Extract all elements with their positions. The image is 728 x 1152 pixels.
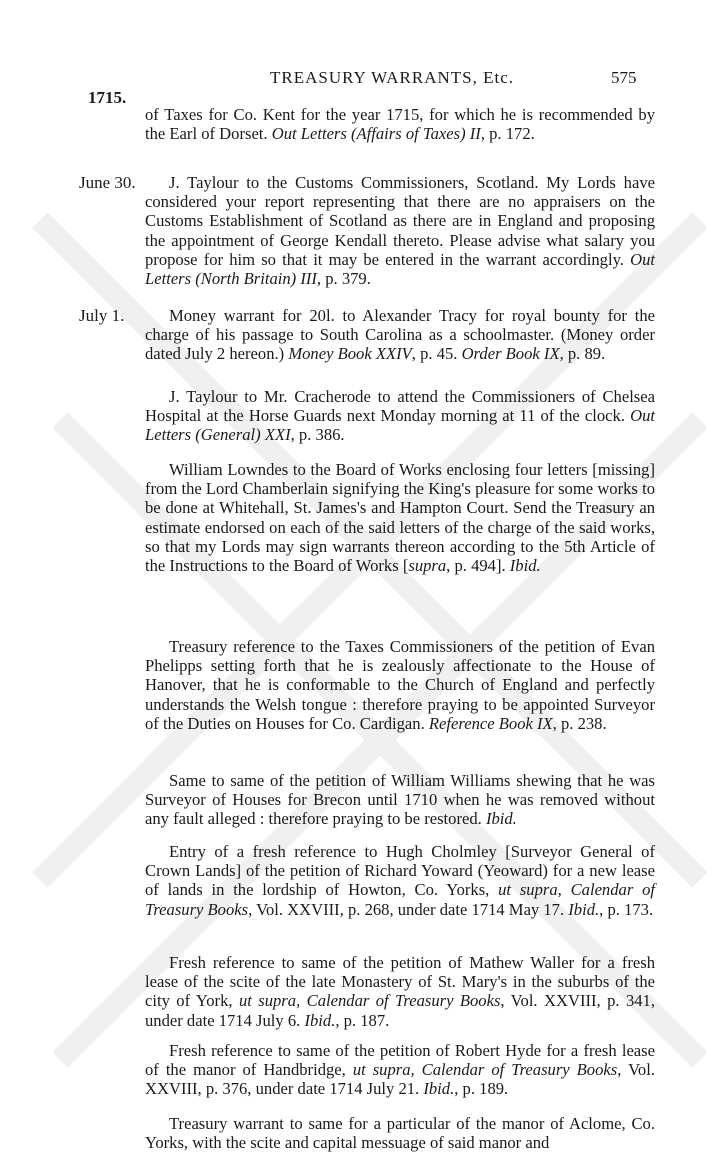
entry (145, 842, 655, 919)
entry-text: of Taxes for Co. Kent for the year 1715, for which he is recommended by the Earl of Dorset. (145, 105, 655, 144)
entry-text: J. Taylour to the Customs Commissioners, Scotland. My Lords have considered your report representing that there are no appraisers on the Customs Establishment of Scotland as there are in England and proposing the appointment of George Kendall thereto. Please advise what salary you propose for him so that it may be entered in the warrant accordingly. (145, 173, 655, 269)
entry (145, 460, 655, 575)
citation-text: Out Letters (General) XXI (145, 406, 655, 445)
entry-text: Same to same of the petition of William Williams shewing that he was Surveyor of Houses for Brecon until 1710 when he was removed without any fault alleged : therefore praying to be restored. (145, 771, 655, 829)
entry-text: J. Taylour to Mr. Cracherode to attend the Commissioners of Chelsea Hospital at the Horse Guards next Monday morning at 11 of the clock. (145, 387, 655, 426)
citation-text: Ibid. (568, 899, 600, 919)
entry-date: June 30. (79, 173, 136, 192)
entry-text: Entry of a fresh reference to Hugh Cholmley [Surveyor General of Crown Lands] of the petition of Richard Yoward (Yeoward) for a new lease of lands in the lordship of Howton, Co. Yorks, (145, 842, 655, 900)
citation-text: Out Letters (Affairs of Taxes) II (271, 124, 481, 144)
entry (145, 387, 655, 445)
entry-text: , p. 386. (290, 425, 345, 445)
entry-text: , Vol. XXVIII, p. 376, under date 1714 July 21. (145, 1060, 655, 1099)
running-title: TREASURY WARRANTS, Etc. (270, 68, 515, 87)
entry (145, 1114, 655, 1152)
citation-text: Ibid. (423, 1079, 455, 1099)
entry-text: , p. 172. (480, 124, 535, 144)
citation-text: ut supra, Calendar of Treasury Books (145, 880, 656, 919)
year-margin: 1715. (88, 88, 127, 107)
entry (145, 953, 655, 1030)
entry-text: Treasury warrant to same for a particular of the manor of Aclome, Co. Yorks, with the scite and capital messuage of said manor and (145, 1114, 655, 1152)
entry (145, 306, 655, 364)
entry-date: July 1. (79, 306, 125, 325)
entry (145, 1041, 655, 1099)
entry (145, 771, 655, 829)
entry-text: Fresh reference to same of the petition of Mathew Waller for a fresh lease of the scite of the late Monastery of St. Mary's in the suburbs of the city of York, (145, 953, 655, 1011)
entry-text: , p. 45. (411, 344, 462, 364)
entry-continuation (145, 105, 655, 143)
entry-text: Treasury reference to the Taxes Commissioners of the petition of Evan Phelipps setting forth that he is zealously affectionate to the House of Hanover, that he is conformable to the Church of England and perfectly understands the Welsh tongue : therefore praying to be appointed Surveyor of the Duties on Houses for Co. Cardigan. (145, 637, 655, 733)
citation-text: Reference Book IX (428, 713, 553, 733)
entry-text: , Vol. XXVIII, p. 268, under date 1714 May 17. (248, 899, 569, 919)
entry-text: , p. 238. (552, 713, 607, 733)
entry-text: , p. 187. (335, 1010, 390, 1030)
entry-text: , p. 173. (599, 899, 654, 919)
citation-text: supra (408, 556, 447, 576)
citation-text: Ibid. (304, 1010, 336, 1030)
entry-text: Money warrant for 20l. to Alexander Tracy for royal bounty for the charge of his passage to South Carolina as a schoolmaster. (Money order dated July 2 hereon.) (145, 306, 655, 364)
entry-text: , Vol. XXVIII, p. 341, under date 1714 July 6. (145, 991, 655, 1030)
page-number: 575 (611, 68, 637, 87)
citation-text: ut supra, Calendar of Treasury Books (352, 1060, 618, 1080)
citation-text: Out Letters (North Britain) III (145, 249, 655, 289)
entry (145, 637, 655, 733)
entry-text: , p. 89. (559, 344, 606, 364)
citation-text: Order Book IX (461, 344, 560, 364)
entry-text: , p. 494]. (446, 556, 510, 576)
citation-text: ut supra, Calendar of Treasury Books (238, 991, 501, 1011)
entry (145, 173, 655, 288)
citation-text: Ibid. (509, 556, 541, 576)
citation-text: Ibid. (485, 809, 517, 829)
entry-text: , p. 189. (454, 1079, 509, 1099)
entry-text: William Lowndes to the Board of Works enclosing four letters [missing] from the Lord Chamberlain signifying the King's pleasure for some works to be done at Whitehall, St. James's and Hampton Court. Send the Treasury an estimate endorsed on each of the said letters of the charge of the said works, so that my Lords may sign warrants thereon according to the 5th Article of the Instructions to the Board of Works [ (145, 460, 655, 576)
entry-text: , p. 379. (316, 269, 371, 289)
citation-text: Money Book XXIV (288, 344, 412, 364)
entry-text: Fresh reference to same of the petition of Robert Hyde for a fresh lease of the manor of Handbridge, (145, 1041, 655, 1080)
